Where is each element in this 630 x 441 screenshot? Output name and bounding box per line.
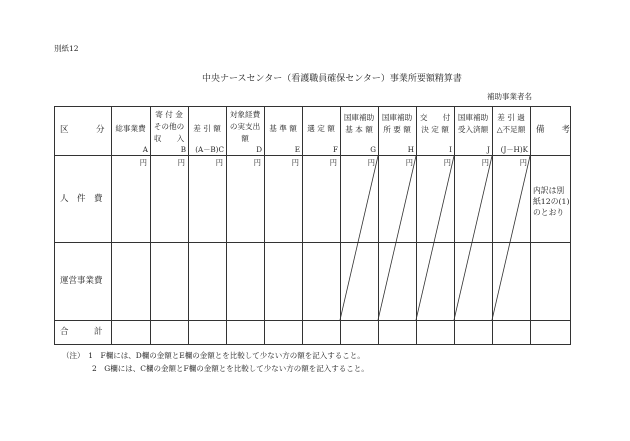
note-1: （注） 1 F欄には、D欄の金額とE欄の金額とを比較して少ない方の額を記入すること。 (62, 351, 365, 360)
yen-mark-sashihiki: 円 (215, 158, 223, 167)
col-header-kokko_kihon-line-0: 国庫補助 (343, 113, 375, 122)
biko-note-line-3: のとおり (533, 208, 565, 217)
col-header-taisho-line-1: の実支出 (229, 122, 261, 131)
col-letter-kokko_shoyo: H (407, 145, 414, 154)
col-header-kofu-line-1: 決 定 額 (421, 125, 449, 134)
col-header-kokko_kihon-line-1: 基 本 額 (345, 125, 373, 134)
col-header-kijun-line-0: 基 準 額 (269, 124, 297, 133)
col-header-kokko_shoyo-line-0: 国庫補助 (381, 113, 413, 122)
yen-mark-taisho: 円 (253, 158, 261, 167)
col-header-sashihiki_kafusoku-line-0: 差 引 過 (497, 113, 525, 122)
yen-mark-sentei: 円 (329, 158, 337, 167)
diag-i (416, 156, 454, 320)
col-header-kifukin-line-1: その他の (153, 122, 185, 131)
biko-note-line-1: 内訳は別 (533, 186, 565, 195)
form-id: 別紙12 (54, 44, 79, 53)
col-letter-kofu: I (449, 145, 452, 154)
col-header-kifukin-line-0: 寄 付 金 (155, 110, 183, 119)
yen-mark-kokko_juryo: 円 (481, 158, 489, 167)
diag-h (378, 156, 416, 320)
yen-mark-kokko_shoyo: 円 (405, 158, 413, 167)
diag-g (340, 156, 378, 320)
note-2: 2 G欄には、C欄の金額とF欄の金額とを比較して少ない方の額を記入すること。 (62, 364, 369, 373)
yen-mark-kifukin: 円 (177, 158, 185, 167)
col-letter-kokko_juryo: J (487, 145, 490, 154)
col-header-kokko_juryo-line-1: 受入済額 (457, 125, 489, 134)
col-letter-kijun: E (294, 145, 300, 154)
operator-label: 補助事業者名 (487, 92, 532, 101)
col-letter-taisho: D (256, 145, 262, 154)
col-header-taisho-line-0: 対象経費 (229, 110, 261, 119)
col-header-kifukin-line-2: 収 入 (153, 134, 185, 143)
col-header-kofu-line-0: 交 付 (419, 113, 451, 122)
yen-mark-sashihiki_kafusoku: 円 (519, 158, 527, 167)
col-letter-sashihiki: (A－B)C (195, 145, 224, 154)
col-header-sashihiki_kafusoku-line-1: △不足額 (496, 125, 526, 134)
diag-j (454, 156, 492, 320)
kubun-header: 区 分 (60, 125, 106, 135)
row-label-jinkenhi: 人 件 費 (60, 194, 103, 204)
col-letter-sentei: F (333, 145, 338, 154)
yen-mark-kijun: 円 (291, 158, 299, 167)
col-header-sentei-line-0: 選 定 額 (307, 124, 335, 133)
document-title: 中央ナースセンター（看護職員確保センター）事業所要額精算書 (202, 74, 462, 84)
col-letter-kokko_kihon: G (370, 145, 376, 154)
diag-k (492, 156, 530, 320)
col-letter-sashihiki_kafusoku: (J－H)K (500, 145, 528, 154)
biko-note-line-2: 紙12の(1) (533, 197, 570, 206)
yen-mark-sojigyohi: 円 (139, 158, 147, 167)
yen-mark-kofu: 円 (443, 158, 451, 167)
col-header-kokko_juryo-line-0: 国庫補助 (457, 113, 489, 122)
yen-mark-kokko_kihon: 円 (367, 158, 375, 167)
row-label-uneijigyohi: 運営事業費 (60, 276, 103, 286)
col-header-sashihiki-line-0: 差 引 額 (193, 124, 221, 133)
col-header-sojigyohi-line-0: 総事業費 (115, 124, 146, 133)
col-letter-kifukin: B (180, 145, 186, 154)
col-header-kokko_shoyo-line-1: 所 要 額 (383, 125, 411, 134)
row-label-gokei: 合 計 (60, 327, 103, 337)
biko-header: 備 考 (536, 125, 571, 135)
col-letter-sojigyohi: A (142, 145, 148, 154)
col-header-taisho-line-2: 額 (241, 134, 249, 143)
